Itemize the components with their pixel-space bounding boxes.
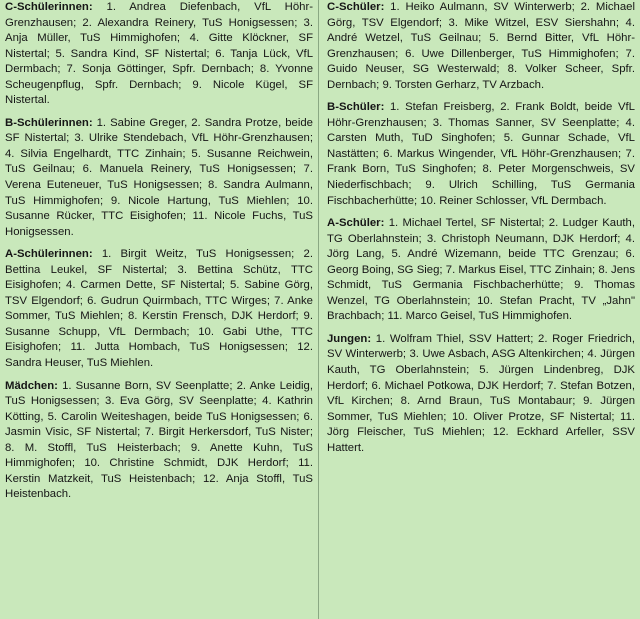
category-results: 1. Birgit Weitz, TuS Honigsessen; 2. Bettina Leukel, SF Nistertal; 3. Bettina Schütz, TTC Eisighofen; 4. Carmen Dette, SF Nistertal; 5. Sabine Görg, TSV Elgendorf; 6. Gudrun Quirmbach, TTC Wirges; 7. Anke Sommer, TuS Miehlen; 8. Kerstin Frensch, DJK Herdorf; 9. Susanne Schupp, VfL Dermbach; 10. Gabi Uthe, TTC Eisighofen; 11. Jutta Hombach, TuS Honigsessen; 12. Sandra Heuser, TuS Miehlen. xyxy=(5,248,313,370)
category-results: 1. Sabine Greger, 2. Sandra Protze, beide SF Nistertal; 3. Ulrike Stendebach, VfL Höhr-Grenzhausen; 4. Silvia Engelhardt, TTC Zinhain; 5. Susanne Reichwein, TuS Geilnau; 6. Manuela Reinery, TuS Honigsessen; 7. Verena Euteneuer, TuS Honigsessen; 8. Sandra Aulmann, TuS Himmighofen; 9. Nicole Hartung, TuS Miehlen; 10. Susanne Rücker, TTC Eisighofen; 11. Nicole Fuchs, TuS Honigsessen. xyxy=(5,116,313,238)
results-jungen xyxy=(327,332,635,456)
results-c-schuelerinnen xyxy=(5,0,313,109)
category-results: 1. Andrea Diefenbach, VfL Höhr-Grenzhausen; 2. Alexandra Reinery, TuS Honigsessen; 3. Anja Müller, TuS Himmighofen; 4. Gitte Klöckner, SF Nistertal; 5. Sandra Kind, SF Nistertal; 6. Tanja Lück, VfL Dermbach; 7. Sonja Göttinger, Spfr. Dernbach; 8. Yvonne Scheugenpflug, Spfr. Dernbach; 9. Nicole Kügel, SF Nistertal. xyxy=(5,1,314,107)
results-maedchen xyxy=(5,379,313,503)
category-heading: C-Schüler: xyxy=(327,1,385,13)
category-heading: C-Schülerinnen: xyxy=(5,1,93,13)
results-b-schueler xyxy=(327,100,635,209)
right-column xyxy=(327,0,635,456)
category-results: 1. Wolfram Thiel, SSV Hattert; 2. Roger Friedrich, SV Winterwerb; 3. Uwe Asbach, ASG Altenkirchen; 4. Jürgen Kauth, TG Oberlahnstein; 5. Jürgen Lindenbreg, DJK Herdorf; 6. Michael Potkowa, DJK Herdorf; 7. Stefan Botzen, VfL Kirchen; 8. Arnd Braun, TuS Montabaur; 9. Jürgen Sommer, TuS Miehlen; 10. Oliver Protze, SF Nistertal; 11. Jörg Fleischer, TuS Miehlen; 12. Eckhard Arfeller, SSV Hattert. xyxy=(327,332,635,454)
results-b-schuelerinnen xyxy=(5,116,313,240)
category-results: 1. Susanne Born, SV Seenplatte; 2. Anke Leidig, TuS Honigsessen; 3. Eva Görg, SV Seenplatte; 4. Kathrin Kötting, 5. Carolin Weiteshagen, beide TuS Honigsessen; 6. Jasmin Visic, SF Nistertal; 7. Birgit Herkersdorf, TuS Nister; 8. M. Stoffl, TuS Heisterbach; 9. Anette Kuhn, TuS Himmighofen; 10. Christine Schmidt, DJK Herdorf; 11. Kerstin Matzkeit, TuS Heistenbach; 12. Anja Stoffl, TuS Heistenbach. xyxy=(5,379,314,501)
left-column xyxy=(5,0,313,503)
category-heading: Jungen: xyxy=(327,332,372,345)
category-results: 1. Heiko Aulmann, SV Winterwerb; 2. Michael Görg, TSV Elgendorf; 3. Mike Witzel, ESV Siershahn; 4. André Wetzel, TuS Geilnau; 5. Bernd Bitter, VfL Höhr-Grenzhausen; 6. Uwe Dillenberger, TuS Himmighofen; 7. Guido Neuser, SG Westerwald; 8. Volker Scheer, Spfr. Dernbach; 9. Torsten Gerharz, TV Arzbach. xyxy=(327,1,635,91)
category-heading: A-Schüler: xyxy=(327,217,385,230)
category-results: 1. Michael Tertel, SF Nistertal; 2. Ludger Kauth, TG Oberlahnstein; 3. Christoph Neumann, DJK Herdorf; 4. Jörg Lang, 5. André Wizemann, beide TTC Grenzau; 6. Georg Boing, SG Sieg; 7. Markus Eisel, TTC Zinhain; 8. Jens Schmidt, TuS Germania Fischbacherhütte; 9. Thomas Wenzel, TG Oberlahnstein; 10. Stefan Pracht, TV „Jahn" Brachbach; 11. Marco Geisel, TuS Himmighofen. xyxy=(327,217,636,323)
column-divider xyxy=(318,0,319,619)
results-a-schueler xyxy=(327,216,635,325)
category-heading: B-Schülerinnen: xyxy=(5,116,93,129)
category-results: 1. Stefan Freisberg, 2. Frank Boldt, beide VfL Höhr-Grenzhausen; 3. Thomas Sanner, SV Seenplatte; 4. Carsten Muth, TuD Singhofen; 5. Gunnar Schade, VfL Nastätten; 6. Markus Wingender, VfL Höhr-Grenzhausen; 7. Frank Born, TuS Singhofen; 8. Peter Morgenschweis, SV Niederfischbach; 9. Ulrich Schilling, TuS Germania Fischbacherhütte; 10. Reiner Schlosser, VfL Dermbach. xyxy=(327,101,635,207)
category-heading: Mädchen: xyxy=(5,379,58,392)
category-heading: B-Schüler: xyxy=(327,101,385,114)
results-c-schueler xyxy=(327,0,635,93)
category-heading: A-Schülerinnen: xyxy=(5,248,93,261)
results-a-schuelerinnen xyxy=(5,247,313,371)
